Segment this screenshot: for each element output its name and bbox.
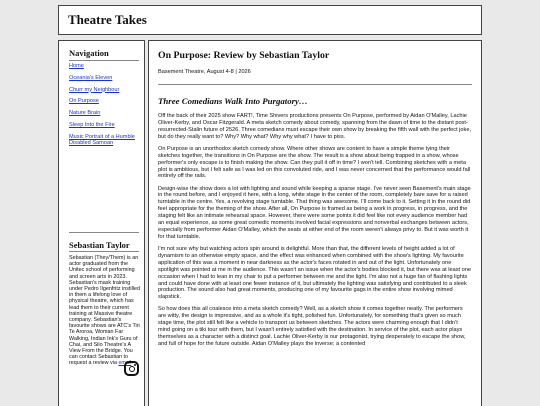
paragraph: Off the back of their 2025 show FART!, Time Shivers productions presents On Purpose, performed by Aidan O'Malley, Lachie Oliver-Kerby, and Oscar Fitzgerald. A meta sketch comedy about comedy, spanning from the dawn of time to the distant post-resurrected-Stalin future of 2526. Three comedians must escape their own show by breaking the fifth wall with the perfect joke, but do they really want to? Why? Why what? Why why what? I have to piss. [158,113,471,140]
bio-body: Sebastian (They/Them) is an actor graduated from the Unitec school of performing and screen arts in 2023. Sebastian's mask training under Pedro Ilgenfritz instilled in them a lifelong love of physical theatre, which has lead them to their current training at Massive theatre company. Sebastian's favourite shows are ATC's Tiri Te Aroroa, Woman Far Walking, Indian Ink's Guru of Chai, and Silo Theatre's A View From the Bridge. You can contact Sebastian to request a review via [69,255,141,367]
sidebar [58,40,145,406]
nav-link-nature-brain[interactable]: Nature Brain [69,110,101,117]
paragraph: Design-wise the show does a lot with lighting and sound while keeping a sparse stage. I've never seen Basement's main stage in the round before, and I enjoyed it here, with a long, white stage in the center of the room, completely bare save for a raised turntable in the centre. Yes, a revolving stage turntable. That thing was awesome. I'll come back to it. Setting it in the round did feel appropriate for the theming of the show. After all, On Purpose is framed as being a work in progress, in progress, and the staging felt like an intimate rehearsal space. However, there were some points it did feel like not every audience member had an equal experience, as some great comedic moments involved facial expressions and nonverbal exchanges between actors, especially from performer Aidan O'Malley, which the seats at either end of the room weren't always privy to. But it was worth it for that turntable. [158,185,471,240]
divider [69,232,139,233]
nav-link-sleep-into-the-fire[interactable]: Sleep Into the Fire [69,121,115,128]
instagram-icon[interactable] [124,361,139,376]
instagram-dot [134,364,136,366]
paragraph: On Purpose is an unorthodox sketch comedy show. Where other shows are content to have a simple theme tying their sketches together, the transitions in On Purpose are the show. The result is a show about being trapped in a show, whose performer's only escape is to finish making the show. Can they pull it off in time? I won't tell. Combining sketches with a meta plot is ambitious, but I felt safe as I was led on this convoluted ride, and I was never concerned that the performance would fall entirely off the rails. [158,145,471,180]
divider [69,60,139,61]
post-body [158,113,471,353]
nav-list [69,63,141,152]
nav-link-churr-my-neighbour[interactable]: Churr my Neighbour [69,86,120,93]
post-meta: Basement Theatre, August 4-8 | 2026 [158,69,251,75]
bio-text [69,255,141,367]
bio-heading: Sebastian Taylor [69,240,130,250]
nav-link-on-purpose[interactable]: On Purpose [69,98,99,105]
nav-link-music-portrait[interactable]: Music Portrait of a Humble Disabled Samoan [69,133,135,147]
post-title: On Purpose: Review by Sebastian Taylor [158,50,330,61]
instagram-lens [129,366,135,372]
post-subheading: Three Comedians Walk Into Purgatory… [158,96,308,106]
paragraph: I'm not sure why but watching actors spin around is delightful. More than that, the different levels of height added a lot of dynamism to an otherwise empty space, and the effect was enhanced when combined with the show's lighting. My favourite application of this was a moment in near darkness as the actor's faces rotated in and out of the light. Unfortunately one spotlight was pointed at me in the audience. This wasn't an issue when the actor's bodies blocked it, but there was at least one occasion when I had to lean in my chair to put a performer between me and the light. I'm also not a huge fan of flashing lights and could have done with at least one fewer instance of it, but ultimately the lighting was satisfying and contributed to a sleek production. The sound also had great moments, producing one of my favourite gags in the entire show involving mimed slapstick. [158,245,471,301]
paragraph: So how does this all coalesce into a meta sketch comedy? Well, as a sketch show it comes together neatly. The performers are witty, the design is impressive, and as a whole it's tight, polished fun. Unfortunately, for something that's given so much stage time, the plot still felt like a vehicle to transport us between sketches. The actors were charming enough that I didn't mind going on a tiki tour with them, but I wasn't entirely satisfied with the destination. In service of the plot, each actor plays themselves as a character with a distinct goal. Lachie Oliver-Kerby is our protagonist, trying desperately to escape the show, and full of hope for the future outside. Aidan O'Malley plays the inverse; a contented [158,306,466,347]
email-link[interactable]: email [118,360,132,367]
divider [69,251,139,252]
main-content [148,40,482,406]
nav-link-oceanias-eleven[interactable]: Oceania's Eleven [69,74,113,81]
divider [158,84,472,85]
bio-end: . [131,360,133,367]
site-title[interactable]: Theatre Takes [68,12,147,27]
nav-link-home[interactable]: Home [69,63,84,69]
navigation-heading: Navigation [69,48,109,58]
site-header [58,5,482,35]
